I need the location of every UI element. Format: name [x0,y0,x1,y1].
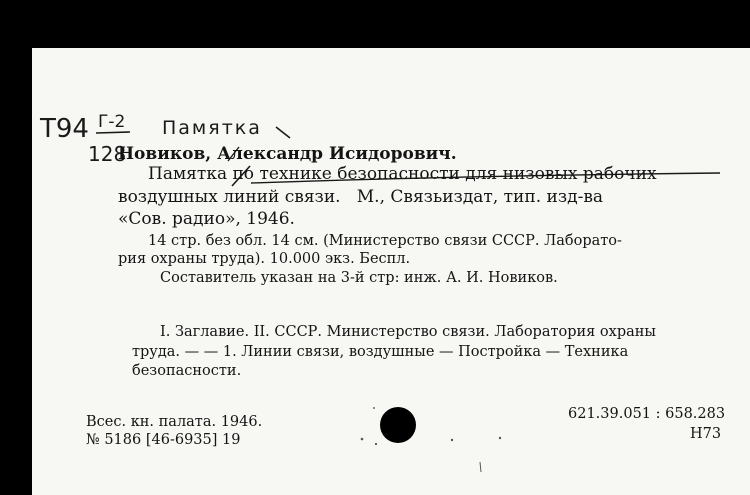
physical-description-line: рия охраны труда). 10.000 экз. Беспл. [118,251,411,267]
shelf-mark: Т94 [40,114,89,144]
shelf-mark-superscript: Г-2 [98,112,126,132]
cutter-number: Н73 [690,426,722,442]
shelf-mark-subscript: 128 [88,142,127,166]
handwritten-title-note: Памятка [162,117,262,139]
title-line: Памятка по технике безопасности для низовых рабочих [148,164,657,184]
udc-code: 621.39.051 : 658.283 [568,406,726,422]
book-chamber-number: № 5186 [46-6935] 19 [86,432,241,448]
physical-description-line: 14 стр. без обл. 14 см. (Министерство связи СССР. Лаборато- [148,233,622,249]
catalog-card [32,48,750,495]
title-line: «Сов. радио», 1946. [118,209,295,229]
tracings-line: труда. — — 1. Линии связи, воздушные — Постройка — Техника [132,344,629,360]
compiler-note: Составитель указан на 3-й стр: инж. А. И. Новиков. [160,270,558,286]
title-line: воздушных линий связи. М., Связьиздат, тип. изд-ва [118,187,604,207]
tracings-line: безопасности. [132,363,242,379]
author-heading: Новиков, Александр Исидорович. [118,144,457,164]
tracings-line: I. Заглавие. II. СССР. Министерство связи. Лаборатория охраны [160,324,656,340]
book-chamber-line: Всес. кн. палата. 1946. [86,414,263,430]
